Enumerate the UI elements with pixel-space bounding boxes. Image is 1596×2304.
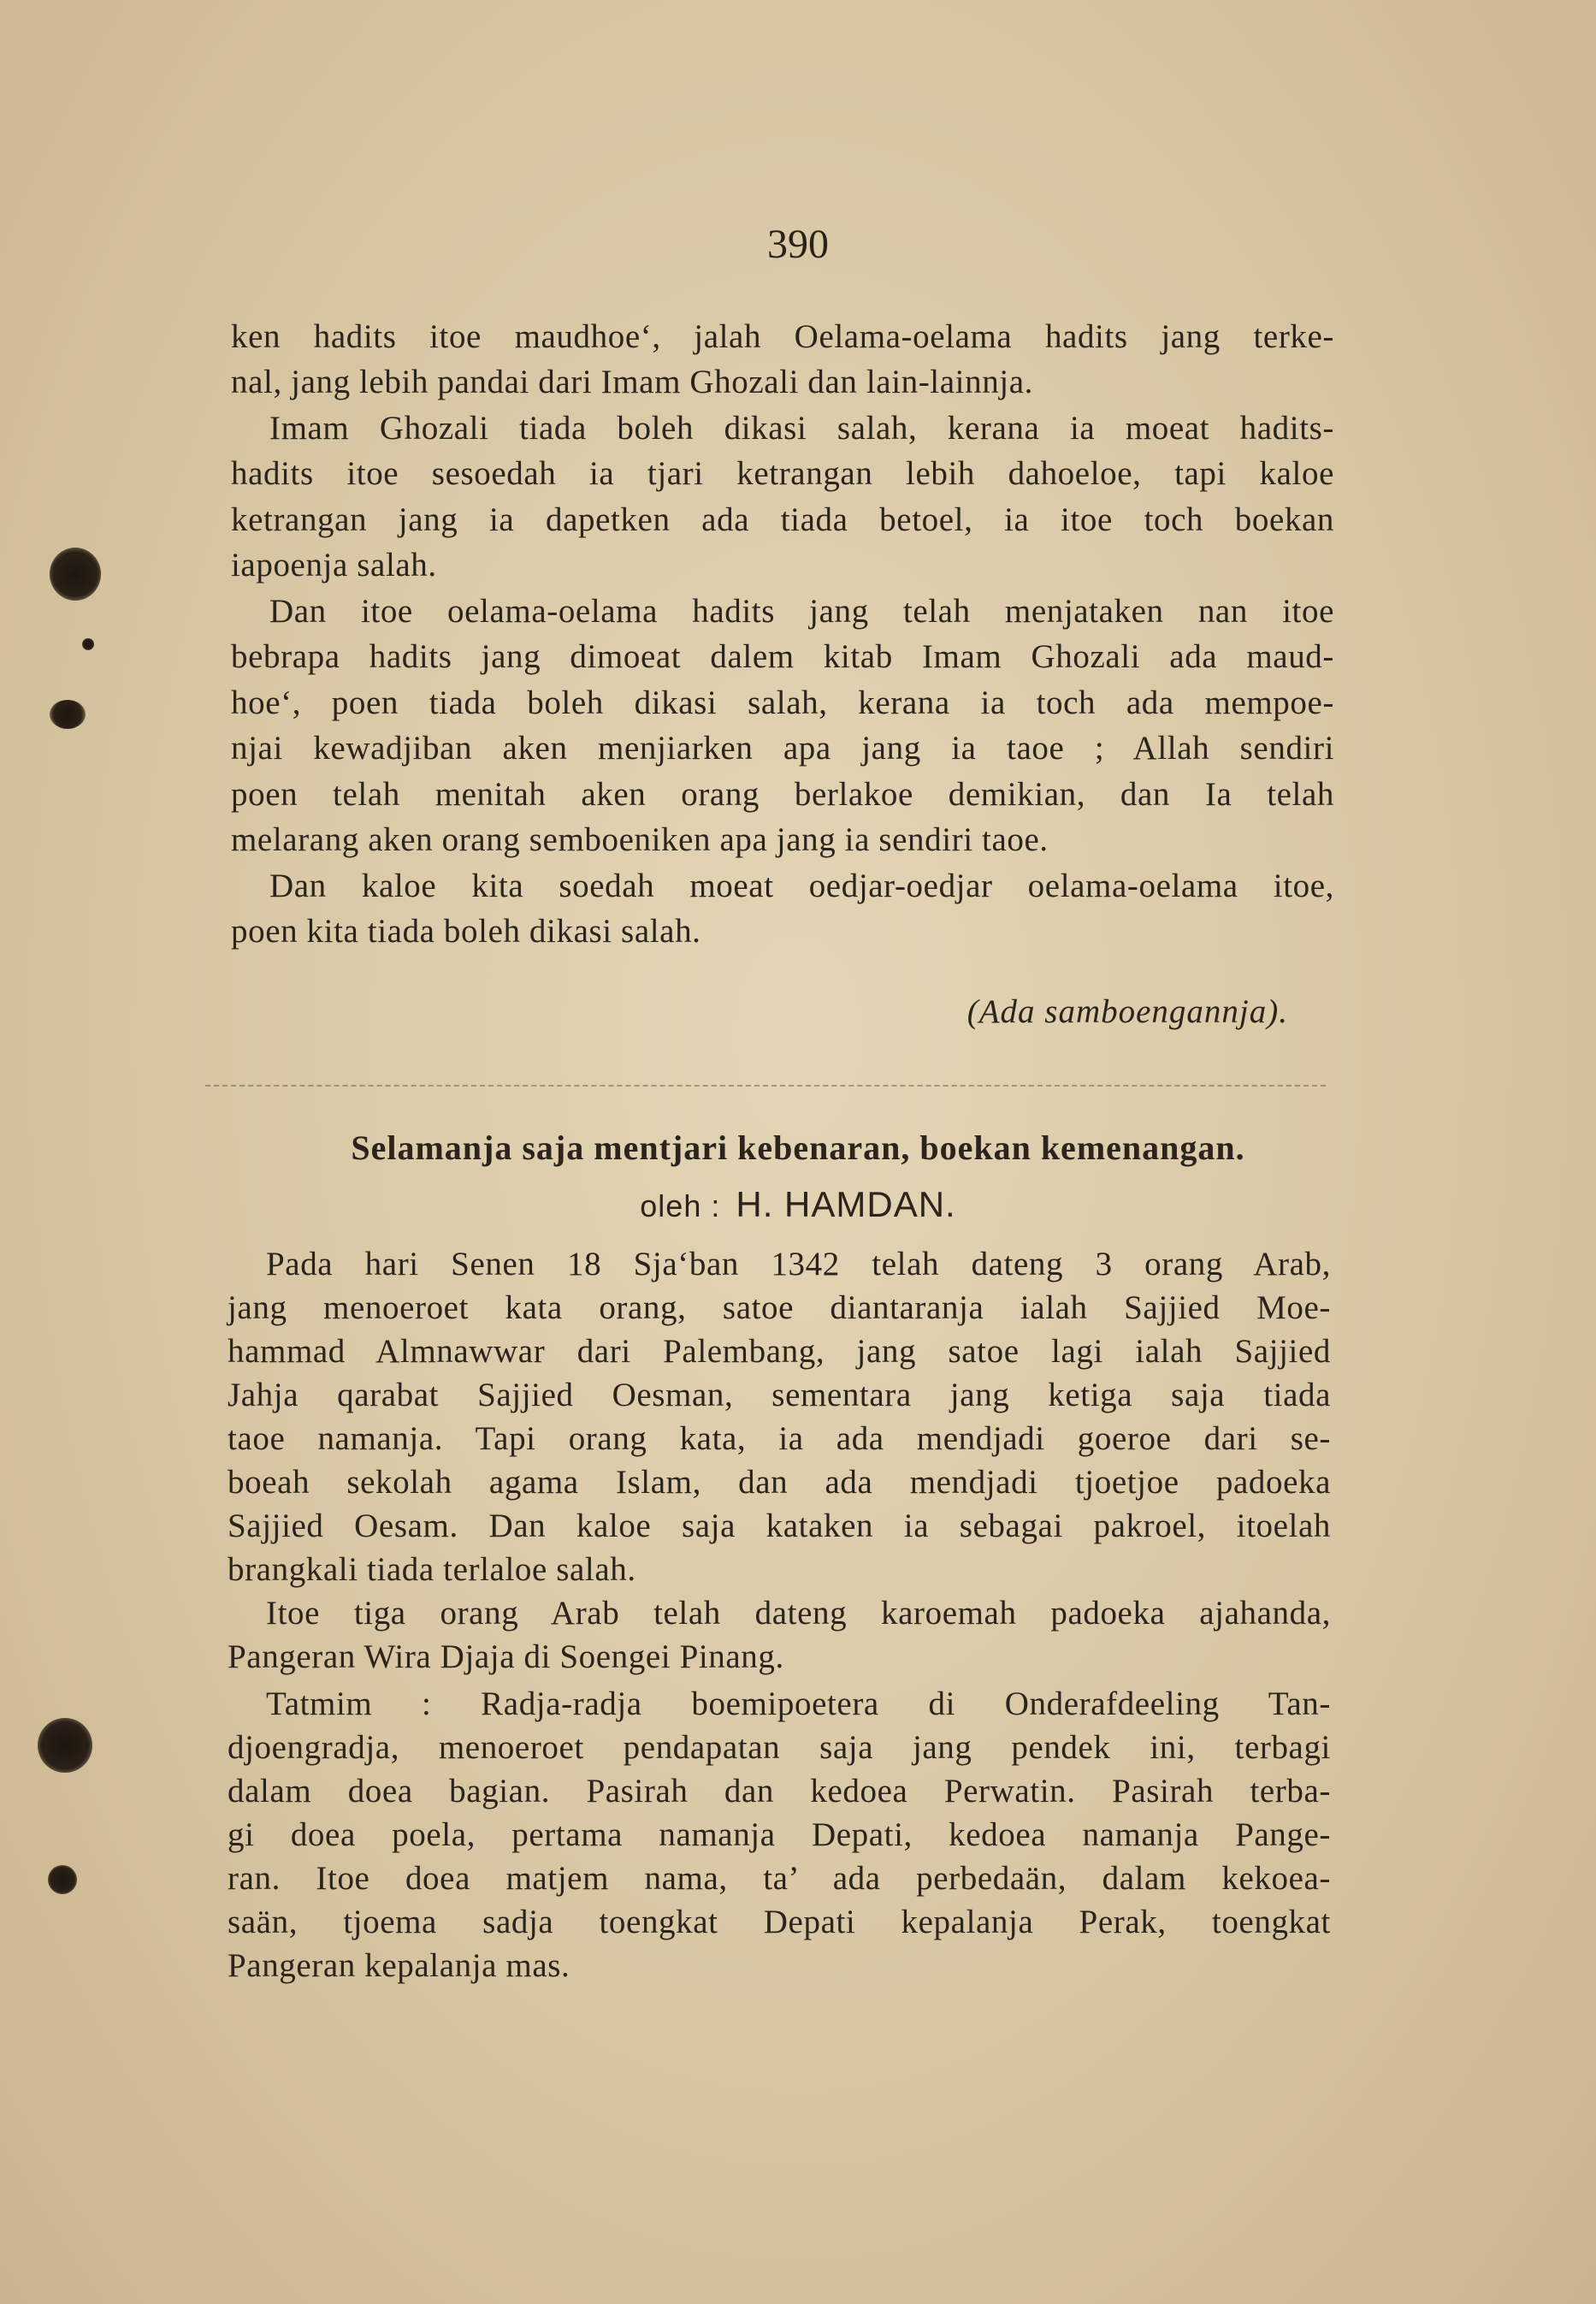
continued-note: (Ada samboengannja). [966, 993, 1288, 1030]
text-line: gi doea poela, pertama namanja Depati, kedoea namanja Pange- [228, 1816, 1331, 1853]
text-line: Itoe tiga orang Arab telah dateng karoemah padoeka ajahanda, [266, 1595, 1331, 1632]
text-line: Sajjied Oesam. Dan kaloe saja kataken ia sebagai pakroel, itoelah [228, 1507, 1331, 1544]
ink-stain [50, 548, 101, 601]
text-line: ken hadits itoe maudhoe‘, jalah Oelama-oelama hadits jang terke- [231, 318, 1334, 355]
text-line: hoe‘, poen tiada boleh dikasi salah, kerana ia toch ada mempoe- [231, 684, 1334, 721]
text-line: ran. Itoe doea matjem nama, ta’ ada perbedaän, dalam kekoea- [228, 1860, 1331, 1897]
ink-stain [48, 1865, 77, 1894]
byline-label: oleh : [640, 1188, 721, 1223]
ink-stain [82, 638, 94, 650]
text-line: Pangeran Wira Djaja di Soengei Pinang. [228, 1638, 784, 1675]
text-line: Pangeran kepalanja mas. [228, 1947, 570, 1984]
ink-stain [50, 700, 86, 729]
text-line: Dan itoe oelama-oelama hadits jang telah menjataken nan itoe [269, 593, 1334, 630]
page-number: 390 [767, 222, 829, 267]
text-line: saän, tjoema sadja toengkat Depati kepalanja Perak, toengkat [228, 1904, 1331, 1940]
text-line: iapoenja salah. [231, 547, 437, 583]
text-line: nal, jang lebih pandai dari Imam Ghozali dan lain-lainnja. [231, 364, 1033, 400]
text-line: ketrangan jang ia dapetken ada tiada betoel, ia itoe toch boekan [231, 501, 1334, 538]
author-name: H. HAMDAN. [736, 1184, 956, 1224]
text-line: poen kita tiada boleh dikasi salah. [231, 913, 701, 950]
text-line: dalam doea bagian. Pasirah dan kedoea Perwatin. Pasirah terba- [228, 1773, 1331, 1809]
text-line: djoengradja, menoeroet pendapatan saja jang pendek ini, terbagi [228, 1729, 1331, 1766]
text-line: taoe namanja. Tapi orang kata, ia ada mendjadi goeroe dari se- [228, 1420, 1331, 1457]
text-line: Tatmim : Radja-radja boemipoetera di Onderafdeeling Tan- [266, 1685, 1331, 1722]
article-title: Selamanja saja mentjari kebenaran, boekan kemenangan. [351, 1128, 1245, 1167]
text-line: poen telah menitah aken orang berlakoe demikian, dan Ia telah [231, 776, 1334, 813]
text-line: jang menoeroet kata orang, satoe diantaranja ialah Sajjied Moe- [228, 1289, 1331, 1326]
text-line: melarang aken orang semboeniken apa jang ia sendiri taoe. [231, 821, 1049, 858]
text-line: hadits itoe sesoedah ia tjari ketrangan lebih dahoeloe, tapi kaloe [231, 455, 1334, 492]
text-line: boeah sekolah agama Islam, dan ada mendjadi tjoetjoe padoeka [228, 1464, 1331, 1501]
text-line: bebrapa hadits jang dimoeat dalem kitab Imam Ghozali ada maud- [231, 638, 1334, 675]
text-line: hammad Almnawwar dari Palembang, jang satoe lagi ialah Sajjied [228, 1333, 1331, 1370]
text-line: Pada hari Senen 18 Sja‘ban 1342 telah dateng 3 orang Arab, [266, 1246, 1331, 1282]
text-line: Dan kaloe kita soedah moeat oedjar-oedjar oelama-oelama itoe, [269, 868, 1334, 904]
section-divider [205, 1085, 1326, 1087]
text-line: brangkali tiada terlaloe salah. [228, 1551, 636, 1588]
ink-stain [38, 1718, 92, 1773]
text-line: njai kewadjiban aken menjiarken apa jang ia taoe ; Allah sendiri [231, 730, 1334, 767]
byline [0, 1184, 1596, 1225]
text-line: Jahja qarabat Sajjied Oesman, sementara jang ketiga saja tiada [228, 1377, 1331, 1413]
text-line: Imam Ghozali tiada boleh dikasi salah, kerana ia moeat hadits- [269, 410, 1334, 447]
